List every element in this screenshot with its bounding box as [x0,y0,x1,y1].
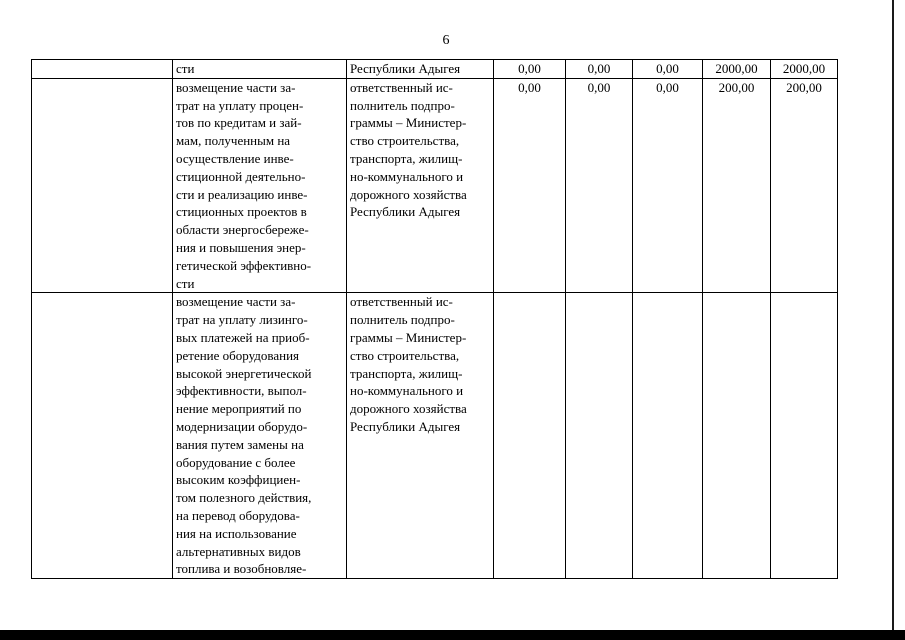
amount-cell: 0,00 [633,78,703,293]
responsible-line: Республики Адыгея [350,204,461,220]
description-line: топлива и возобновляе- [176,561,307,577]
table-row [32,60,838,79]
responsible-line: транспорта, жилищ- [350,365,463,381]
description-line: гетической эффективно- [176,257,312,273]
responsible-line: полнитель подпро- [350,97,455,113]
amount-cell: 0,00 [566,60,633,79]
description-line: возмещение части за- [176,294,296,310]
description-line: альтернативных видов [176,543,301,559]
amount-cell: 200,00 [771,78,838,293]
amount-cell: 0,00 [494,60,566,79]
description-line: ния и повышения энер- [176,239,306,255]
responsible-line: дорожного хозяйства [350,186,467,202]
description-line: нение мероприятий по [176,401,302,417]
description-line: на перевод оборудова- [176,507,300,523]
amount-cell: 0,00 [633,60,703,79]
responsible-line: транспорта, жилищ- [350,150,463,166]
responsible-line: но-коммунального и [350,383,464,399]
responsible-line: дорожного хозяйства [350,401,467,417]
description-line: стиционной деятельно- [176,168,306,184]
amount-cell [633,293,703,579]
description-line: вых платежей на приоб- [176,329,310,345]
amount-cell: 2000,00 [703,60,771,79]
amount-cell: 0,00 [566,78,633,293]
description-line: стиционных проектов в [176,204,307,220]
responsible-line: Республики Адыгея [350,418,461,434]
description-line: трат на уплату лизинго- [176,312,308,328]
responsible-cell [347,293,494,579]
table-row [32,78,838,293]
description-line: ния на использование [176,525,297,541]
description-line: высоким коэффициен- [176,472,301,488]
responsible-line: граммы – Министер- [350,115,467,131]
amount-cell [771,293,838,579]
amount-cell: 200,00 [703,78,771,293]
description-line: вания путем замены на [176,436,304,452]
description-line: сти и реализацию инве- [176,186,308,202]
description-line: трат на уплату процен- [176,97,304,113]
description-cell: сти [173,60,347,79]
amount-cell [703,293,771,579]
description-line: области энергосбереже- [176,222,309,238]
description-line: модернизации оборудо- [176,418,308,434]
amount-cell [494,293,566,579]
description-line: возмещение части за- [176,79,296,95]
amount-cell: 0,00 [494,78,566,293]
program-table [31,59,838,579]
responsible-cell [347,78,494,293]
amount-cell [566,293,633,579]
lead-cell [32,60,173,79]
responsible-line: но-коммунального и [350,168,464,184]
responsible-cell: Республики Адыгея [347,60,494,79]
description-line: том полезного действия, [176,490,312,506]
description-cell [173,78,347,293]
description-line: ретение оборудования [176,347,300,363]
description-cell [173,293,347,579]
amount-cell: 2000,00 [771,60,838,79]
lead-cell [32,293,173,579]
description-line: осуществление инве- [176,150,294,166]
description-line: высокой энергетической [176,365,312,381]
scan-bottom-edge [0,630,905,640]
responsible-line: ответственный ис- [350,79,453,95]
description-line: эффективности, выпол- [176,383,307,399]
page-number: 6 [442,33,450,48]
description-line: сти [176,275,195,291]
lead-cell [32,78,173,293]
responsible-line: ство строительства, [350,347,460,363]
scan-right-edge [892,0,894,630]
description-line: тов по кредитам и зай- [176,115,302,131]
description-line: оборудование с более [176,454,296,470]
responsible-line: граммы – Министер- [350,329,467,345]
responsible-line: полнитель подпро- [350,312,455,328]
responsible-line: ответственный ис- [350,294,453,310]
description-line: мам, полученным на [176,133,291,149]
table-row [32,293,838,579]
responsible-line: ство строительства, [350,133,460,149]
